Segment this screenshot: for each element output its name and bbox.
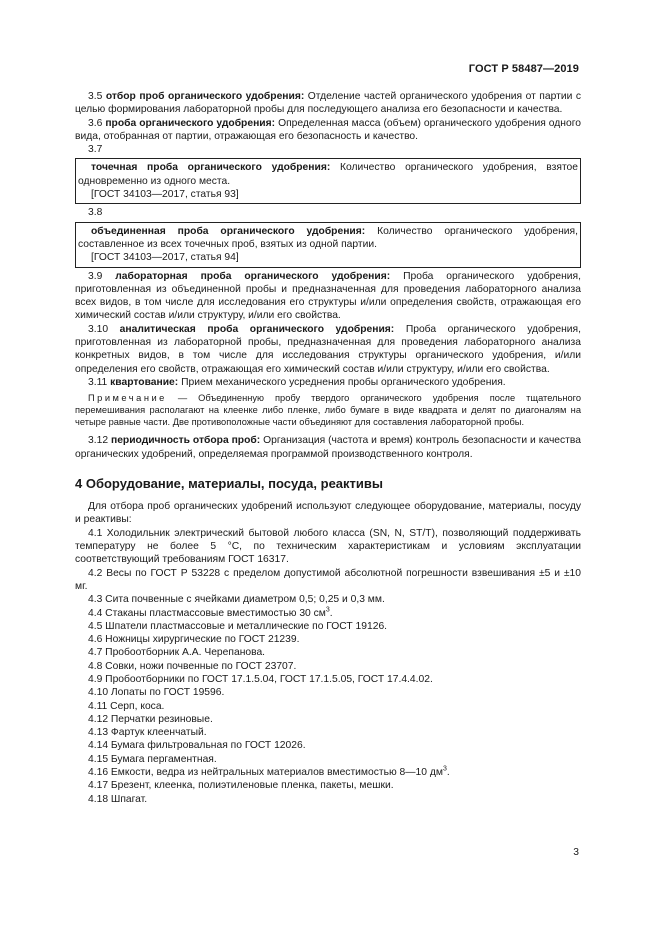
list-item: 4.9 Пробоотборники по ГОСТ 17.1.5.04, ГОСТ 17.1.5.05, ГОСТ 17.4.4.02. — [88, 673, 433, 685]
list-item: 4.8 Совки, ножи почвенные по ГОСТ 23707. — [88, 660, 297, 672]
definition-text: Проба органического удобрения, приготовленная из лабораторной пробы, предназначенная для проведения лабораторного анализа конкретных видов, в том числе для исследования структуры органического удобрения, и/или определения его свойств, отражающая его химический состав и/или структуру, и/или его свойства. — [75, 323, 581, 375]
section-heading: 4 Оборудование, материалы, посуда, реактивы — [75, 475, 383, 491]
list-item: 4.6 Ножницы хирургические по ГОСТ 21239. — [88, 634, 300, 646]
definition-text: Количество органического удобрения, составленное из всех точечных проб, взятых из одной партии. — [78, 225, 578, 250]
list-item: 4.7 Пробоотборник А.А. Черепанова. — [88, 647, 266, 659]
page-content — [75, 90, 581, 806]
note-label: Примечание — [88, 393, 167, 404]
clause-number-3-7: 3.7 — [88, 144, 103, 156]
clause-number: 3.6 — [88, 117, 103, 129]
list-item: 4.10 Лопаты по ГОСТ 19596. — [88, 687, 225, 699]
list-item: 4.13 Фартук клеенчатый. — [88, 727, 207, 739]
definition-3-8 — [78, 225, 578, 252]
list-item: 4.12 Перчатки резиновые. — [88, 713, 213, 725]
clause-number: 3.9 — [88, 270, 103, 282]
superscript: 3 — [442, 765, 447, 773]
clause-number: 3.5 — [88, 91, 103, 102]
definition-3-9 — [75, 270, 581, 323]
definition-3-11 — [75, 376, 581, 389]
reference-box-3-7 — [75, 158, 581, 204]
definition-text: Прием механического усреднения пробы органического удобрения. — [181, 376, 506, 388]
section-intro: Для отбора проб органических удобрений используют следующее оборудование, материалы, посуду и реактивы: — [75, 501, 581, 526]
clause-number-3-8: 3.8 — [88, 207, 103, 219]
source-reference: [ГОСТ 34103—2017, статья 93] — [91, 189, 239, 201]
source-reference: [ГОСТ 34103—2017, статья 94] — [91, 252, 239, 264]
definition-3-6 — [75, 117, 581, 144]
definition-3-10 — [75, 323, 581, 376]
list-item: 4.3 Сита почвенные с ячейками диаметром 0,5; 0,25 и 0,3 мм. — [88, 594, 385, 606]
list-item: 4.5 Шпатели пластмассовые и металлические по ГОСТ 19126. — [88, 620, 388, 632]
standard-header: ГОСТ Р 58487—2019 — [468, 63, 579, 75]
list-item: 4.11 Серп, коса. — [88, 700, 165, 712]
term: объединенная проба органического удобрения: — [91, 225, 366, 237]
term: лабораторная проба органического удобрения: — [115, 270, 391, 282]
reference-box-3-8 — [75, 222, 581, 268]
page-number: 3 — [573, 847, 579, 858]
definition-text: Отделение частей органического удобрения от партии с целью формирования лабораторной пробы для последующего анализа его безопасности и качества. — [75, 91, 581, 116]
list-item: 4.2 Весы по ГОСТ Р 53228 с пределом допустимой абсолютной погрешности взвешивания ±5 и ±10 мг. — [75, 567, 581, 592]
term: точечная проба органического удобрения: — [91, 162, 331, 174]
list-item-end: . — [446, 767, 450, 779]
note — [75, 392, 581, 428]
definition-text: Организация (частота и время) контроль безопасности и качества органических удобрений, определяемая программой производственного контроля. — [75, 435, 581, 460]
list-item: 4.1 Холодильник электрический бытовой любого класса (SN, N, ST/T), позволяющий поддерживать температуру не более 5 °С, по техническим характеристикам и условиям эксплуатации соответствующий требованиям ГОСТ 16317. — [75, 527, 581, 566]
clause-number: 3.10 — [88, 323, 109, 335]
clause-number: 3.12 — [88, 435, 109, 447]
term: отбор проб органического удобрения: — [105, 91, 305, 102]
term: аналитическая проба органического удобрения: — [119, 323, 395, 335]
definition-3-5 — [75, 90, 581, 117]
list-item: 4.15 Бумага пергаментная. — [88, 753, 217, 765]
list-item-text: 4.4 Стаканы пластмассовые вместимостью 30 см — [88, 607, 326, 619]
list-item — [75, 766, 581, 779]
term: проба органического удобрения: — [105, 117, 276, 129]
superscript: 3 — [325, 606, 330, 614]
definition-text: Проба органического удобрения, приготовленная из объединенной пробы и предназначенная для проведения лабораторного анализа всех видов, в том числе для исследования его структуры и/или определения свойств, отражающая его химический состав и/или структуру, и/или его свойства. — [75, 270, 581, 322]
definition-text: Определенная масса (объем) органического удобрения одного вида, отобранная от партии, отражающая его безопасность и качество. — [75, 117, 581, 142]
list-item: 4.18 Шпагат. — [88, 793, 148, 805]
clause-number: 3.11 — [88, 376, 108, 388]
list-item: 4.17 Брезент, клеенка, полиэтиленовые пленка, пакеты, мешки. — [88, 780, 394, 792]
term: периодичность отбора проб: — [110, 435, 261, 447]
list-item — [75, 607, 581, 620]
note-text: — Объединенную пробу твердого органического удобрения после тщательного перемешивания располагают на клеенке либо пленке, либо бумаге в виде квадрата и делят по диагоналям на четыре равные части. Две противоположные части объединяют для составления лабораторной пробы. — [75, 393, 581, 428]
list-item-text: 4.16 Емкости, ведра из нейтральных материалов вместимостью 8—10 дм — [88, 767, 443, 779]
list-item: 4.14 Бумага фильтровальная по ГОСТ 12026. — [88, 740, 306, 752]
definition-text: Количество органического удобрения, взятое одновременно из одного места. — [78, 162, 579, 187]
definition-3-7 — [78, 161, 578, 188]
definition-3-12 — [75, 434, 581, 461]
list-item-end: . — [329, 607, 333, 619]
term: квартование: — [110, 376, 179, 388]
